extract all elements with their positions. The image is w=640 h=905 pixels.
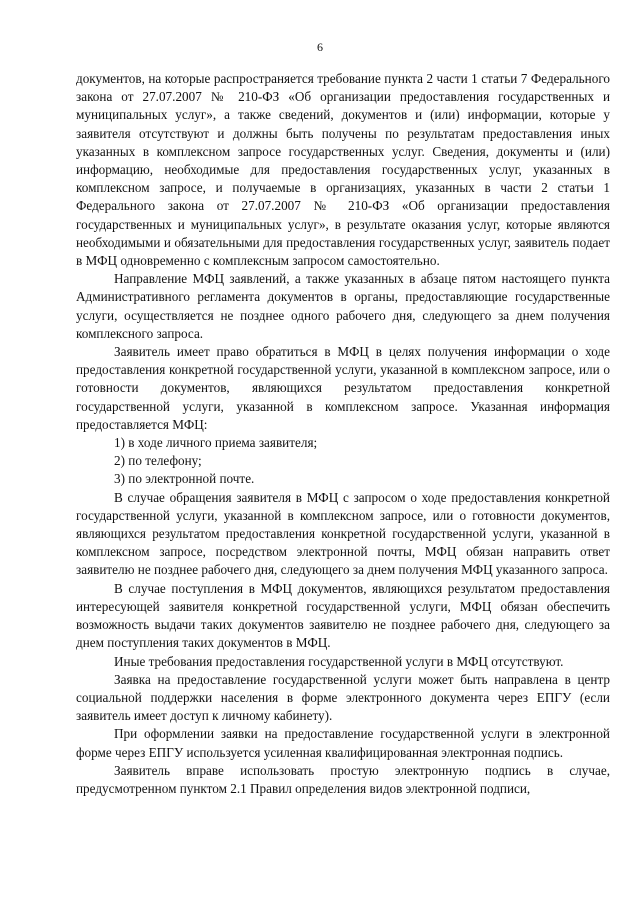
list-item: 3) по электронной почте. [114, 471, 255, 487]
paragraph: Иные требования предоставления государственной услуги в МФЦ отсутствуют. [114, 653, 564, 669]
list-item: 2) по телефону; [114, 453, 202, 469]
body-text [76, 70, 610, 798]
paragraph: документов, на которые распространяется требование пункта 2 части 1 статьи 7 Федерального закона от 27.07.2007 № 210-ФЗ «Об организации предоставления государственных и муниципальных услуг», а также сведений, документов и (или) информации, которые у заявителя отсутствуют и должны быть получены по результатам предоставления иных указанных в комплексном запросе государственных услуг. Сведения, документы и (или) информацию, необходимые для предоставления государственных услуг, указанных в комплексном запросе, и получаемые в организациях, указанных в части 2 статьи 1 Федерального закона от 27.07.2007 № 210-ФЗ «Об организации предоставления государственных и муниципальных услуг», в результате оказания услуг, которые являются необходимыми и обязательными для предоставления государственных услуг, заявитель подает в МФЦ одновременно с комплексным запросом самостоятельно. [76, 71, 610, 269]
paragraph: Заявитель имеет право обратиться в МФЦ в целях получения информации о ходе предоставления конкретной государственной услуги, указанной в комплексном запросе, или о готовности документов, являющихся результатом предоставления конкретной государственной услуги, указанной в комплексном запросе. Указанная информация предоставляется МФЦ: [76, 344, 610, 432]
paragraph: В случае обращения заявителя в МФЦ с запросом о ходе предоставления конкретной государственной услуги, указанной в комплексном запросе, или о готовности документов, являющихся результатом предоставления конкретной государственной услуги, указанной в комплексном запросе, посредством электронной почты, МФЦ обязан направить ответ заявителю не позднее рабочего дня, следующего за днем получения МФЦ указанного запроса. [76, 489, 610, 578]
paragraph: В случае поступления в МФЦ документов, являющихся результатом предоставления интересующей заявителя конкретной государственной услуги, МФЦ обязан обеспечить возможность выдачи таких документов заявителю не позднее рабочего дня, следующего за днем поступления таких документов в МФЦ. [76, 580, 610, 651]
page-number: 6 [317, 40, 323, 54]
paragraph: Направление МФЦ заявлений, а также указанных в абзаце пятом настоящего пункта Административного регламента документов в органы, предоставляющие государственные услуги, осуществляется не позднее одного рабочего дня, следующего за днем получения комплексного запроса. [76, 271, 610, 341]
paragraph: Заявитель вправе использовать простую электронную подпись в случае, предусмотренном пунктом 2.1 Правил определения видов электронной подписи, [76, 762, 610, 796]
list-item: 1) в ходе личного приема заявителя; [114, 435, 318, 451]
paragraph: При оформлении заявки на предоставление государственной услуги в электронной форме через ЕПГУ используется усиленная квалифицированная электронная подпись. [76, 726, 610, 760]
paragraph: Заявка на предоставление государственной услуги может быть направлена в центр социальной поддержки населения в форме электронного документа через ЕПГУ (если заявитель имеет доступ к личному кабинету). [76, 671, 610, 724]
